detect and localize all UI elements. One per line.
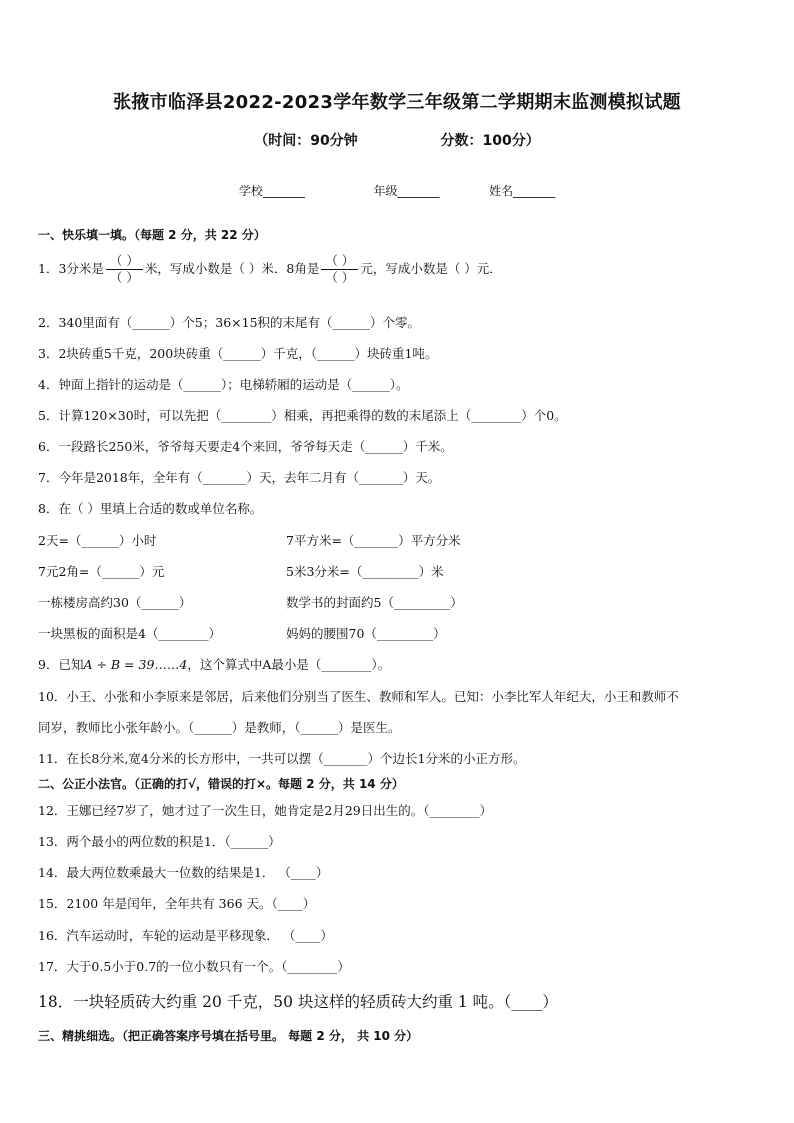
question-8-item: 5米3分米=（_________）米 bbox=[286, 564, 444, 579]
question-8-item: 一块黑板的面积是4（________） bbox=[38, 626, 221, 641]
question-14: 14．最大两位数乘最大一位数的结果是1． （____） bbox=[38, 865, 329, 880]
question-18: 18．一块轻质砖大约重 20 千克，50 块这样的轻质砖大约重 1 吨。（____） bbox=[38, 993, 558, 1011]
q9-text-b: ，这个算式中A最小是（________）。 bbox=[187, 657, 391, 672]
question-2: 2．340里面有（______）个5；36×15积的末尾有（______）个零。 bbox=[38, 315, 421, 330]
q1-text-a: 1．3分米是 bbox=[38, 261, 104, 276]
question-17: 17．大于0.5小于0.7的一位小数只有一个。（________） bbox=[38, 959, 350, 974]
student-info-line: 学校_______ 年级_______ 姓名_______ bbox=[238, 184, 556, 198]
question-9 bbox=[38, 655, 774, 673]
fraction-blank: $\frac{( )}{( )}$ bbox=[106, 253, 143, 286]
q1-text-c: 元，写成小数是（ ）元． bbox=[360, 261, 502, 276]
time-score-line: （时间：90分钟 分数：100分） bbox=[254, 133, 540, 149]
question-12: 12．王娜已经7岁了，她才过了一次生日，她肯定是2月29日出生的。（________） bbox=[38, 803, 492, 818]
question-1 bbox=[38, 253, 774, 286]
page-title: 张掖市临泽县2022-2023学年数学三年级第二学期期末监测模拟试题 bbox=[113, 92, 681, 113]
question-8-item: 7平方米=（_______）平方分米 bbox=[286, 533, 461, 548]
question-6: 6．一段路长250米，爷爷每天要走4个来回，爷爷每天走（______）千米。 bbox=[38, 439, 453, 454]
question-10-line-1: 10．小王、小张和小李原来是邻居，后来他们分别当了医生、教师和军人。已知：小李比军人年纪大，小王和教师不 bbox=[38, 689, 679, 704]
section-heading-1: 一、快乐填一填。（每题 2 分，共 22 分） bbox=[38, 228, 266, 242]
question-8-item: 妈妈的腰围70（_________） bbox=[286, 626, 446, 641]
question-8-item: 7元2角=（______）元 bbox=[38, 564, 165, 579]
section-heading-2: 二、公正小法官。（正确的打√，错误的打×。每题 2 分，共 14 分） bbox=[38, 777, 404, 791]
q1-text-b: 米，写成小数是（ ）米．8角是 bbox=[144, 261, 320, 276]
question-8-item: 2天=（______）小时 bbox=[38, 533, 157, 548]
question-4: 4．钟面上指针的运动是（______）；电梯轿厢的运动是（______）。 bbox=[38, 377, 409, 392]
question-15: 15．2100 年是闰年，全年共有 366 天。（____） bbox=[38, 896, 316, 911]
question-8: 8．在（ ）里填上合适的数或单位名称。 bbox=[38, 501, 263, 516]
question-11: 11．在长8分米,宽4分米的长方形中，一共可以摆（_______）个边长1分米的小正方形。 bbox=[38, 751, 526, 766]
question-13: 13．两个最小的两位数的积是1．（______） bbox=[38, 834, 281, 849]
question-8-item: 数学书的封面约5（_________） bbox=[286, 595, 463, 610]
q9-text-a: 9．已知 bbox=[38, 657, 84, 672]
q9-expression: A ÷ B = 39……4 bbox=[83, 657, 188, 672]
question-8-item: 一栋楼房高约30（______） bbox=[38, 595, 192, 610]
question-16: 16．汽车运动时，车轮的运动是平移现象． （____） bbox=[38, 928, 333, 943]
section-heading-3: 三、精挑细选。（把正确答案序号填在括号里。 每题 2 分， 共 10 分） bbox=[38, 1029, 419, 1043]
question-3: 3．2块砖重5千克，200块砖重（______）千克，（______）块砖重1吨。 bbox=[38, 346, 438, 361]
question-10-line-2: 同岁，教师比小张年龄小。（______）是教师，（______）是医生。 bbox=[38, 720, 401, 735]
question-7: 7．今年是2018年，全年有（_______）天，去年二月有（_______）天。 bbox=[38, 470, 441, 485]
question-5: 5．计算120×30时，可以先把（________）相乘，再把乘得的数的末尾添上（________）个0。 bbox=[38, 408, 567, 423]
fraction-blank: $\frac{( )}{( )}$ bbox=[321, 253, 358, 286]
